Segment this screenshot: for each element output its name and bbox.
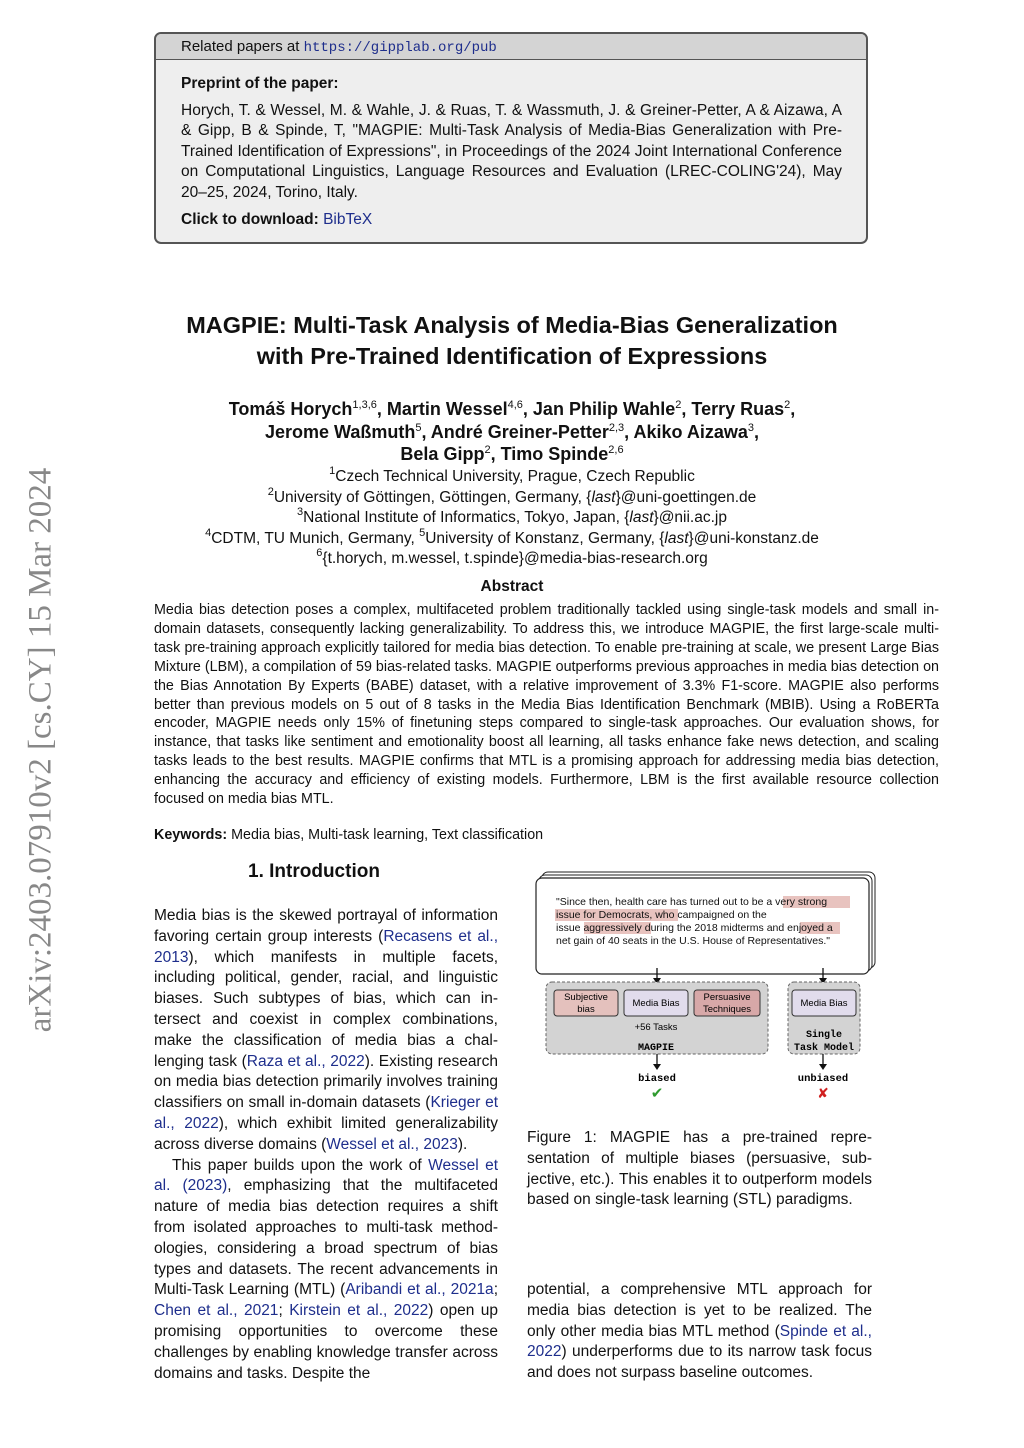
citation-link[interactable]: Krieger et al., 2022 [154,1094,498,1132]
affiliation-6: $^6${t.horych, m.wessel, t.spinde}@media-bias-research.org [316,547,708,568]
cross-icon: ✘ [817,1085,829,1101]
author-name: Terry Ruas [691,399,785,419]
intro-paragraph-2: This paper builds upon the work of Wessel et al. (2023), emphasizing that the multifaceted nature of media bias detection requires a shift from isolated approaches to multi-task methodologies, considering a broad spectrum of bias types and datasets. The recent advancements in Multi-Task Learning (MTL) (Aribandi et al., 2021a; Chen et al., 2021; Kirstein et al., 2022) open up promising opportunities to overcome these challenges by enabling knowledge transfer across domains and tasks. Despite the [154,1156,498,1382]
affiliation-2: $^2$University of Göttingen, Göttingen, Germany, {last}@uni-goettingen.de [267,485,757,506]
quote-highlight: aggressively [583,922,642,934]
svg-text:issue aggressively during the [556,922,833,934]
author-name: Tomáš Horych [228,399,353,419]
svg-text:"Since then, health care has t [556,896,827,908]
quote-highlight: enjoyed [787,922,824,934]
citation-link[interactable]: Kirstein et al., 2022 [289,1302,429,1320]
more-tasks-label: +56 Tasks [634,1022,678,1033]
figure-1-diagram [530,866,880,1106]
author-name: Jan Philip Wahle [532,399,676,419]
affiliation-3: $^3$National Institute of Informatics, Tokyo, Japan, {last}@nii.ac.jp [297,506,727,527]
abstract-text: Media bias detection poses a complex, multifaceted problem traditionally tackled using single-task models and small in-domain datasets, consequently lacking generalizability. To address this, we introduce MAGPIE, the first large-scale multi-task pre-training approach explicitly tailored for media bias detection. To enable pre-training at scale, we present Large Bias Mixture (LBM), a compilation of 59 bias-related tasks. MAGPIE outperforms previous approaches in media bias detection on the Bias Annotation By Experts (BABE) dataset, with a relative improvement of 3.3% F1-score. MAGPIE also performs better than previous models on 5 out of 8 tasks in the Media Bias Identification Benchmark (MBIB). Using a RoBERTa encoder, MAGPIE needs only 15% of finetuning steps compared to single-task approaches. Our evaluation shows, for instance, that tasks like sentiment and emotionality boost all learning, all tasks enhance fake news detection, and scaling tasks leads to the best results. MAGPIE confirms that MTL is a promising approach for addressing media bias detection, enhancing the accuracy and efficiency of existing models. Furthermore, LBM is the first available resource collection focused on media bias MTL. [154,602,939,808]
author-affil: 2 [784,399,791,411]
author-affil: 2 [484,444,491,456]
related-url-link[interactable]: https://gipplab.org/pub [303,40,497,56]
bibtex-link[interactable]: BibTeX [323,211,373,228]
author-name: Akiko Aizawa [633,421,748,442]
magpie-label: MAGPIE [637,1043,675,1054]
abstract-heading: Abstract [480,578,544,595]
quote-highlight: issue for Democrats [556,909,650,921]
paper-title [120,310,904,372]
check-icon: ✔ [650,1085,664,1102]
affiliations [120,467,904,570]
figure-1-caption: Figure 1: MAGPIE has a pre-trained representation of multiple biases (persuasive, subjective, etc.). This enables it to outperform models based on single-task learning (STL) paradigms. [527,1129,872,1209]
citation-link[interactable]: Spinde et al., 2022 [527,1322,872,1361]
author-list: Tomáš Horych$^{1,3,6}$, Martin Wessel$^{4,6}$, Jan Philip Wahle$^2$, Terry Ruas$^2$, Jerome Waßmuth$^5$, André Greiner-Petter$^{2,3}$, Akiko Aizawa$^3$, Bela Gipp$^2$, Timo Spinde$^{2,6}$ [228,399,796,464]
preprint-label: Preprint of the paper: [181,75,339,92]
subjective-label-2: bias [577,1004,595,1015]
citation-text: Horych, T. & Wessel, M. & Wahle, J. & Ruas, T. & Wassmuth, J. & Greiner-Petter, A & Aizawa, A & Gipp, B & Spinde, T, "MAGPIE: Multi-Task Analysis of Media-Bias Generalization with Pre-Trained Identification of Expressions", in Proceedings of the 2024 Joint International Conference on Computational Linguistics, Language Resources and Evaluation (LREC-COLING'24), May 20–25, 2024, Torino, Italy. [181,101,842,201]
author-affil: 5 [415,421,422,434]
unbiased-label: unbiased [797,1073,849,1085]
citation-link[interactable]: Wessel et al., 2023 [326,1135,458,1153]
subjective-label-1: Subjective [564,992,608,1003]
persuasive-label-1: Persuasive [703,992,751,1003]
quote-text: issue [556,922,581,934]
related-label: Related papers at [181,38,300,55]
citation-link[interactable]: Chen et al., 2021 [154,1302,279,1320]
author-affil: 2,6 [608,444,624,456]
citation-link[interactable]: Wessel et al. (2023) [154,1156,498,1195]
quote-text: , who campaigned on the [649,909,767,921]
quote-highlight: a very strong [766,896,828,908]
media-bias-label: Media Bias [632,998,680,1009]
title-line-1: MAGPIE: Multi-Task Analysis of Media-Bias Generalization [186,312,838,338]
single-label-1: Single [805,1030,843,1041]
author-name: Timo Spinde [500,444,609,464]
intro-right-column [527,1280,872,1384]
intro-paragraph-1: Media bias is the skewed portrayal of information favoring certain group interests (Recasens et al., 2013), which manifests in multiple facets, including political, gender, racial, and linguistic biases. Such subtypes of bias, which can intersect and coexist in complex combinations, make the classification of media bias a challenging task (Raza et al., 2022). Existing research on media bias detection primarily involves training classifiers on small in-domain datasets (Krieger et al., 2022), which exhibit limited generalizability across diverse domains (Wessel et al., 2023). [154,907,498,1153]
single-media-bias-label: Media Bias [800,998,848,1009]
section-heading: 1. Introduction [248,861,380,882]
keywords-text: Media bias, Multi-task learning, Text classification [231,827,544,843]
author-name: André Greiner-Petter [430,421,609,442]
author-name: Martin Wessel [386,399,508,419]
quote-text: "Since then, health care has turned out to be [556,896,764,908]
intro-left-column [154,906,498,1384]
preprint-banner [154,32,868,244]
author-name: Bela Gipp [400,444,485,464]
author-affil: 2,3 [608,421,625,434]
citation-link[interactable]: Raza et al., 2022 [246,1052,365,1070]
intro-paragraph-3: potential, a comprehensive MTL approach for media bias detection is yet to be realized. The only other media bias MTL method (Spinde et al., 2022) underperforms due to its narrow task focus and does not surpass baseline outcomes. [527,1281,872,1382]
affiliation-1: $^1$Czech Technical University, Prague, Czech Republic [329,465,695,485]
keywords-label: Keywords: [154,827,228,843]
keywords [154,827,939,843]
author-affil: 1,3,6 [352,399,377,411]
author-affil: 3 [747,421,754,434]
arxiv-stamp [6,440,76,1060]
quote-text: during the 2018 midterms and [644,922,785,934]
svg-text:issue for Democrats, who campa [556,909,767,921]
author-affil: 2 [675,399,682,411]
arxiv-id: arXiv:2403.07910v2 [cs.CY] 15 Mar 2024 [22,467,59,1033]
download-label: Click to download: [181,211,319,228]
author-affil: 4,6 [507,399,523,411]
author-name: Jerome Waßmuth [264,421,416,442]
quote-text: a [826,922,833,934]
citation-link[interactable]: Aribandi et al., 2021a [345,1281,494,1299]
citation-link[interactable]: Recasens et al., 2013 [154,927,498,966]
persuasive-label-2: Techniques [702,1004,752,1015]
biased-label: biased [638,1073,676,1085]
title-line-2: with Pre-Trained Identification of Expressions [256,343,768,369]
affiliation-4-5: $^4$CDTM, TU Munich, Germany, $^5$University of Konstanz, Germany, {last}@uni-konstanz.de [205,526,819,547]
single-label-2: Task Model [793,1043,855,1054]
quote-text: net gain of 40 seats in the U.S. House of Representatives." [556,935,830,947]
related-papers-bar [156,34,866,60]
